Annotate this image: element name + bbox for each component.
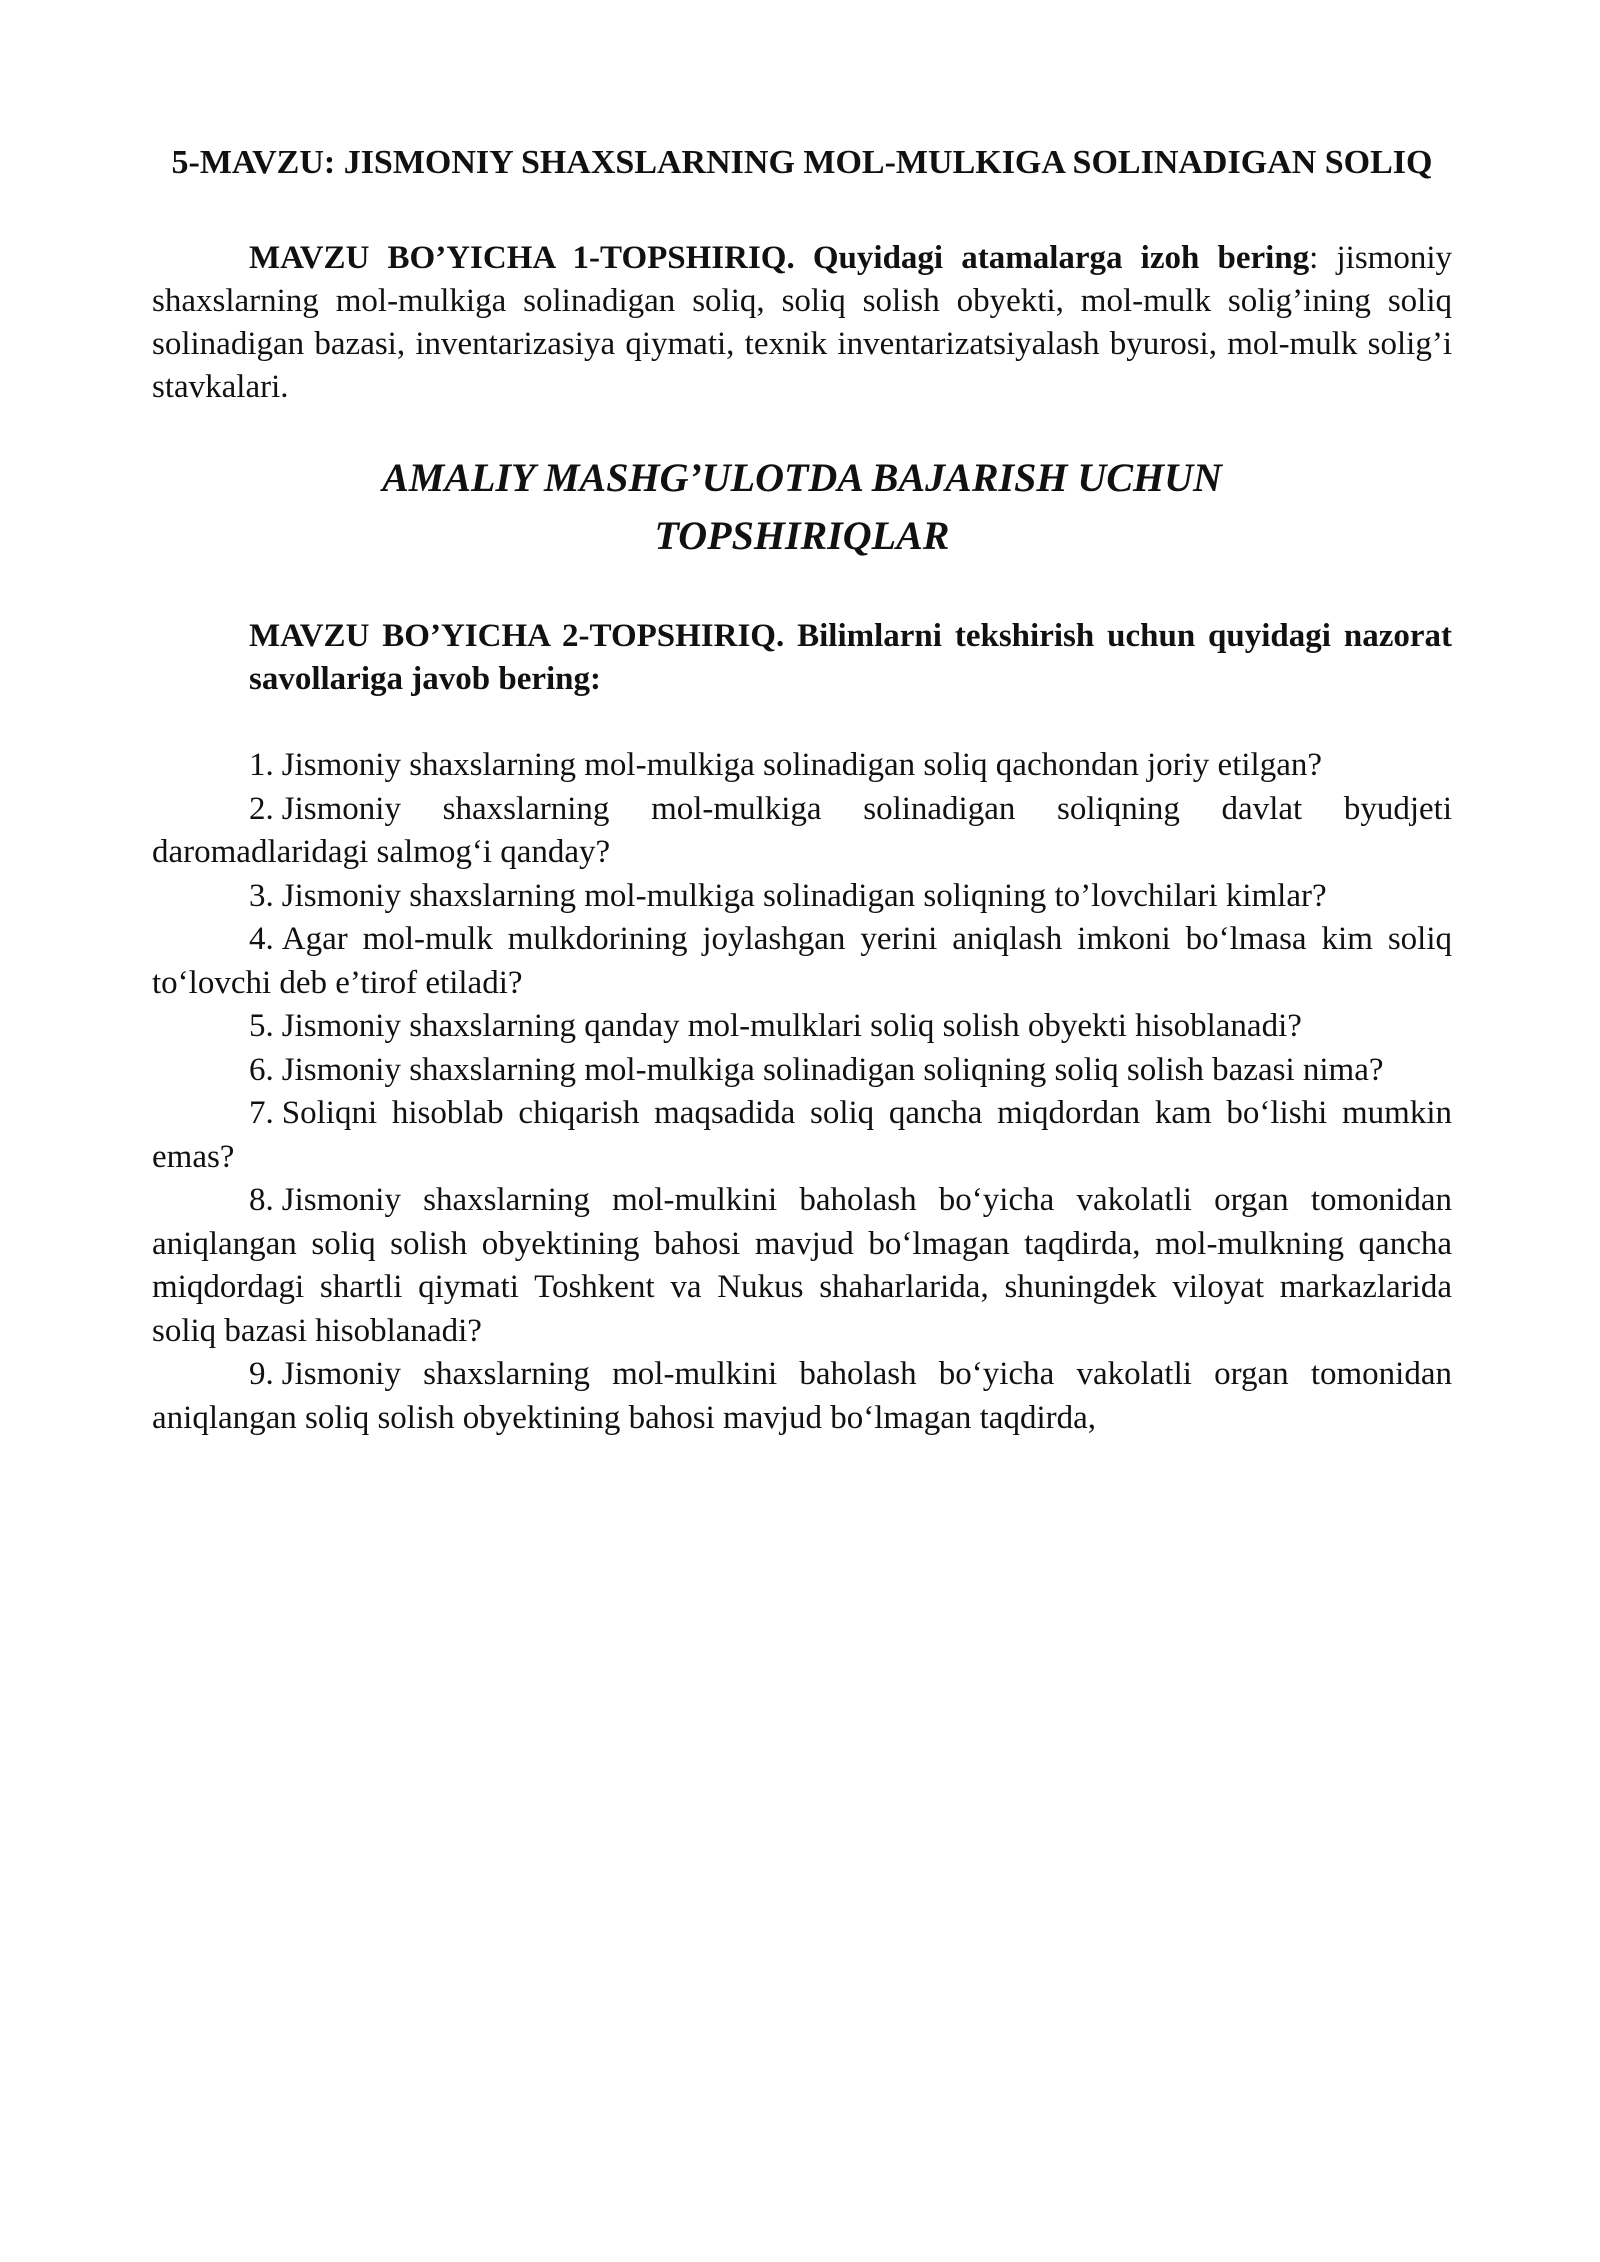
question-item xyxy=(152,744,1452,788)
task2-heading: MAVZU BO’YICHA 2-TOPSHIRIQ. Bilimlarni tekshirish uchun quyidagi nazorat savollariga javob bering: xyxy=(249,618,1452,697)
task1-body: jismoniy shaxslarning mol-mulkiga solinadigan soliq, soliq solish obyekti, mol-mulk solig’ining soliq solinadigan bazasi, inventarizasiya qiymati, texnik inventarizatsiyalash byurosi, mol-mulk solig’i stavkalari. xyxy=(152,240,1453,405)
question-text: Jismoniy shaxslarning qanday mol-mulklari soliq solish obyekti hisoblanadi? xyxy=(281,1008,1302,1044)
section-title-line2: TOPSHIRIQLAR xyxy=(654,513,950,558)
task1-paragraph xyxy=(152,237,1452,409)
task1-colon: : xyxy=(1309,240,1319,276)
question-number: 2. xyxy=(249,790,274,827)
question-text: Soliqni hisoblab chiqarish maqsadida soliq qancha miqdordan kam bo‘lishi mumkin emas? xyxy=(152,1095,1452,1175)
question-item xyxy=(152,1005,1452,1049)
question-item xyxy=(152,788,1452,875)
page-title: 5-MAVZU: JISMONIY SHAXSLARNING MOL-MULKIGA SOLINADIGAN SOLIQ xyxy=(171,144,1433,181)
question-list xyxy=(152,744,1452,1440)
question-text: Jismoniy shaxslarning mol-mulkini baholash bo‘yicha vakolatli organ tomonidan aniqlangan soliq solish obyektining bahosi mavjud bo‘lmagan taqdirda, xyxy=(152,1356,1452,1436)
question-item xyxy=(152,1353,1452,1440)
question-number: 4. xyxy=(249,921,274,957)
question-number: 7. xyxy=(249,1095,274,1131)
task1-instruction: Quyidagi atamalarga izoh bering xyxy=(812,240,1310,276)
question-text: Jismoniy shaxslarning mol-mulkiga solinadigan soliqning soliq solish bazasi nima? xyxy=(281,1051,1384,1088)
question-item xyxy=(152,1049,1452,1093)
question-item xyxy=(152,1179,1452,1353)
question-text: Jismoniy shaxslarning mol-mulkiga solinadigan soliqning davlat byudjeti daromadlaridagi salmog‘i qanday? xyxy=(152,790,1452,870)
section-title xyxy=(152,449,1452,565)
question-item xyxy=(152,1092,1452,1179)
question-number: 9. xyxy=(249,1356,274,1392)
task1-label: MAVZU BO’YICHA 1-TOPSHIRIQ. xyxy=(249,240,795,276)
question-text: Jismoniy shaxslarning mol-mulkiga solinadigan soliq qachondan joriy etilgan? xyxy=(281,747,1323,783)
question-text: Jismoniy shaxslarning mol-mulkini baholash bo‘yicha vakolatli organ tomonidan aniqlangan soliq solish obyektining bahosi mavjud bo‘lmagan taqdirda, mol-mulkning qancha miqdordagi shartli qiymati Toshkent va Nukus shaharlarida, shuningdek viloyat markazlarida soliq bazasi hisoblanadi? xyxy=(152,1182,1452,1349)
question-item xyxy=(152,918,1452,1005)
question-text: Jismoniy shaxslarning mol-mulkiga solinadigan soliqning to’lovchilari kimlar? xyxy=(281,877,1327,914)
question-item xyxy=(152,875,1452,919)
question-number: 5. xyxy=(249,1008,274,1044)
document-page xyxy=(152,138,1452,1440)
question-number: 8. xyxy=(249,1182,274,1218)
question-number: 3. xyxy=(249,877,274,914)
section-title-line1: AMALIY MASHG’ULOTDA BAJARISH UCHUN xyxy=(382,455,1222,500)
question-number: 6. xyxy=(249,1051,274,1088)
question-number: 1. xyxy=(249,747,274,783)
question-text: Agar mol-mulk mulkdorining joylashgan yerini aniqlash imkoni bo‘lmasa kim soliq to‘lovchi deb e’tirof etiladi? xyxy=(152,921,1452,1001)
